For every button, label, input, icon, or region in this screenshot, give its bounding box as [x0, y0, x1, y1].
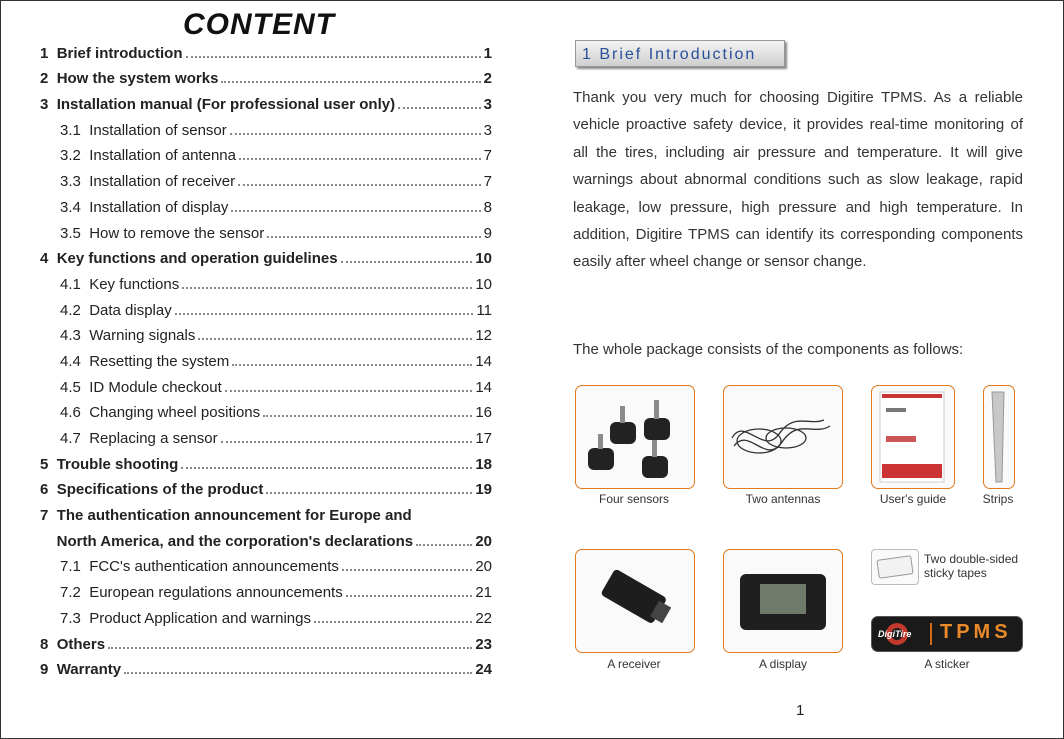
toc-entry: [40, 36, 492, 62]
toc-entry-title: Installation of antenna: [89, 147, 236, 165]
caption-strips: Strips: [982, 492, 1014, 506]
toc-entry: [40, 267, 492, 293]
toc-entry-title: Installation of sensor: [89, 121, 227, 139]
toc-entry-page: 17: [475, 430, 492, 447]
toc-entry: [40, 601, 492, 627]
section-heading-brief-introduction: 1 Brief Introduction: [575, 40, 785, 67]
toc-entry-page: 14: [475, 352, 492, 370]
toc-entry-page: 7: [483, 147, 492, 165]
toc-entry: [40, 164, 492, 190]
toc-leader-dots: [239, 158, 481, 160]
toc-entry: [40, 575, 492, 601]
toc-entry: [40, 473, 492, 499]
toc-entry: [40, 87, 492, 113]
users-guide-image: [871, 385, 955, 489]
toc-entry-page: 10: [475, 250, 492, 268]
toc-entry-page: 16: [475, 404, 492, 422]
caption-receiver: A receiver: [607, 657, 661, 671]
toc-entry: [40, 113, 492, 139]
toc-entry-page: 20: [475, 558, 492, 576]
toc-leader-dots: [416, 544, 472, 546]
toc-entry-number: 4.4: [60, 352, 90, 370]
toc-entry: [40, 550, 492, 576]
package-intro: The whole package consists of the components as follows:: [573, 341, 964, 358]
sticky-tapes-image: [871, 549, 919, 585]
toc-leader-dots: [346, 595, 473, 597]
toc-entry-title: Warranty: [56, 661, 122, 679]
toc-leader-dots: [341, 261, 473, 263]
sticker-divider: [930, 623, 932, 645]
toc-leader-dots: [231, 210, 480, 212]
toc-leader-dots: [198, 338, 472, 340]
toc-leader-dots: [230, 133, 481, 135]
toc-entry-title: Installation of display: [89, 198, 229, 216]
sticker-image: [871, 616, 1023, 652]
toc-entry: [40, 627, 492, 653]
toc-entry-page: 24: [475, 661, 492, 679]
toc-entry-title: FCC's authentication announcements: [89, 558, 339, 576]
toc-leader-dots: [314, 621, 472, 623]
toc-leader-dots: [266, 492, 472, 494]
toc-entry-title: How the system works: [56, 70, 219, 88]
toc-entry-number: 3.2: [60, 147, 90, 165]
toc-entry-title: Replacing a sensor: [89, 430, 218, 447]
caption-display: A display: [758, 657, 808, 671]
toc-leader-dots: [225, 390, 473, 392]
toc-entry: [40, 242, 492, 268]
toc-entry-page: 7: [483, 173, 492, 191]
sticker-brand: DigiTire: [878, 629, 912, 639]
toc-entry-title: Others: [56, 635, 106, 653]
strips-image: [983, 385, 1015, 489]
toc-entry-title: European regulations announcements: [89, 584, 343, 602]
toc-leader-dots: [181, 467, 472, 469]
toc-entry-page: 22: [475, 609, 492, 627]
toc-entry: [40, 344, 492, 370]
toc-leader-dots: [221, 81, 480, 83]
toc-entry-page: 8: [483, 198, 492, 216]
toc-entry-number: 4: [40, 250, 57, 268]
toc-entry-page: 19: [475, 481, 492, 499]
toc-entry-number: 4.6: [60, 404, 90, 422]
caption-sticky-tapes: Two double-sided sticky tapes: [924, 552, 1019, 580]
toc-entry-title: Data display: [89, 301, 172, 319]
sensors-image: [575, 385, 695, 489]
toc-leader-dots: [342, 569, 472, 571]
toc-entry-page: 1: [483, 44, 492, 62]
toc-entry: [40, 190, 492, 216]
toc-entry-title: The authentication announcement for Europe and: [56, 507, 412, 525]
toc-entry-number: 4.3: [60, 327, 90, 345]
toc-entry: [40, 370, 492, 396]
toc-entry-number: 7.1: [60, 558, 90, 576]
toc-entry-page: 20: [475, 532, 492, 550]
toc-entry-title: Key functions and operation guidelines: [56, 250, 338, 268]
toc-entry-number: 5: [40, 455, 57, 473]
sticker-tpms-text: TPMS: [940, 621, 1012, 643]
display-image: [723, 549, 843, 653]
toc-leader-dots: [221, 441, 473, 443]
toc-leader-dots: [267, 236, 480, 238]
caption-four-sensors: Four sensors: [598, 492, 670, 506]
toc-entry-number: 8: [40, 635, 57, 653]
toc-entry-number: 1: [40, 44, 57, 62]
toc-entry-title: Changing wheel positions: [89, 404, 261, 422]
toc-entry-page: 9: [483, 224, 492, 242]
caption-sticker: A sticker: [924, 657, 970, 671]
toc-entry-page: 12: [475, 327, 492, 345]
toc-entry: [40, 396, 492, 422]
toc-entry-page: 3: [483, 121, 492, 139]
toc-leader-dots: [175, 313, 474, 315]
toc-entry-page: 14: [475, 378, 492, 396]
toc-entry: [40, 319, 492, 345]
toc-entry-number: 4.5: [60, 378, 90, 396]
toc-entry-title: Installation manual (For professional user only): [56, 96, 396, 114]
toc-entry: [40, 498, 492, 524]
antennas-image: [723, 385, 843, 489]
toc-leader-dots: [263, 415, 472, 417]
toc-entry: [40, 293, 492, 319]
toc-entry-page: 23: [475, 635, 492, 653]
toc-entry-title: How to remove the sensor: [89, 224, 265, 242]
toc-entry-number: 3.5: [60, 224, 90, 242]
intro-paragraph: Thank you very much for choosing Digitire TPMS. As a reliable vehicle proactive safety device, it provides real-time monitoring of all the tires, including air pressure and temperature. It will give warnings about abnormal conditions such as slow leakage, rapid leakage, low pressure, high pressure and high temperature. In addition, Digitire TPMS can identify its corresponding components easily after wheel change or sensor change.: [573, 89, 1023, 271]
toc-entry-title: Brief introduction: [56, 44, 183, 62]
toc-entry: [40, 62, 492, 88]
toc-leader-dots: [124, 672, 472, 674]
toc-entry-number: 4.2: [60, 301, 90, 319]
toc-entry-number: [40, 533, 57, 550]
toc-entry-number: 4.7: [60, 430, 90, 447]
toc-entry: [40, 653, 492, 679]
toc-leader-dots: [398, 107, 481, 109]
table-of-contents: [40, 36, 492, 678]
toc-entry-title: Specifications of the product: [56, 481, 264, 499]
toc-entry: [40, 216, 492, 242]
toc-entry: [40, 421, 492, 447]
toc-entry-title: Key functions: [89, 275, 180, 293]
toc-entry-number: 7.3: [60, 609, 90, 627]
toc-entry-number: 3.4: [60, 198, 90, 216]
receiver-image: [575, 549, 695, 653]
toc-entry-number: 3: [40, 96, 57, 114]
toc-entry-page: 11: [476, 301, 492, 319]
toc-entry-number: 7: [40, 507, 57, 525]
content-title: CONTENT: [183, 8, 335, 41]
toc-entry-title: North America, and the corporation's declarations: [56, 532, 414, 550]
toc-entry-title: Resetting the system: [89, 352, 230, 370]
toc-entry: [40, 524, 492, 550]
toc-entry-number: 6: [40, 481, 57, 499]
page-number: 1: [796, 702, 805, 719]
toc-entry-number: 3.1: [60, 121, 90, 139]
toc-entry-number: 4.1: [60, 275, 90, 293]
toc-leader-dots: [238, 184, 481, 186]
toc-entry: [40, 139, 492, 165]
toc-entry-title: Trouble shooting: [56, 455, 179, 473]
toc-entry-page: 2: [483, 70, 492, 88]
toc-entry-number: 2: [40, 70, 57, 88]
toc-leader-dots: [232, 364, 472, 366]
toc-entry-number: 9: [40, 661, 57, 679]
toc-entry-page: 3: [483, 96, 492, 114]
caption-users-guide: User's guide: [879, 492, 947, 506]
toc-entry: [40, 447, 492, 473]
toc-entry-page: 21: [475, 584, 492, 602]
toc-entry-number: 7.2: [60, 584, 90, 602]
toc-entry-title: Installation of receiver: [89, 173, 236, 191]
toc-entry-title: ID Module checkout: [89, 378, 222, 396]
caption-two-antennas: Two antennas: [745, 492, 821, 506]
toc-entry-title: Warning signals: [89, 327, 196, 345]
toc-leader-dots: [186, 56, 481, 58]
toc-entry-title: Product Application and warnings: [89, 609, 311, 627]
toc-entry-number: 3.3: [60, 173, 90, 191]
toc-entry-page: 18: [475, 455, 492, 473]
toc-leader-dots: [182, 287, 472, 289]
toc-entry-page: 10: [475, 275, 492, 293]
toc-leader-dots: [108, 647, 472, 649]
